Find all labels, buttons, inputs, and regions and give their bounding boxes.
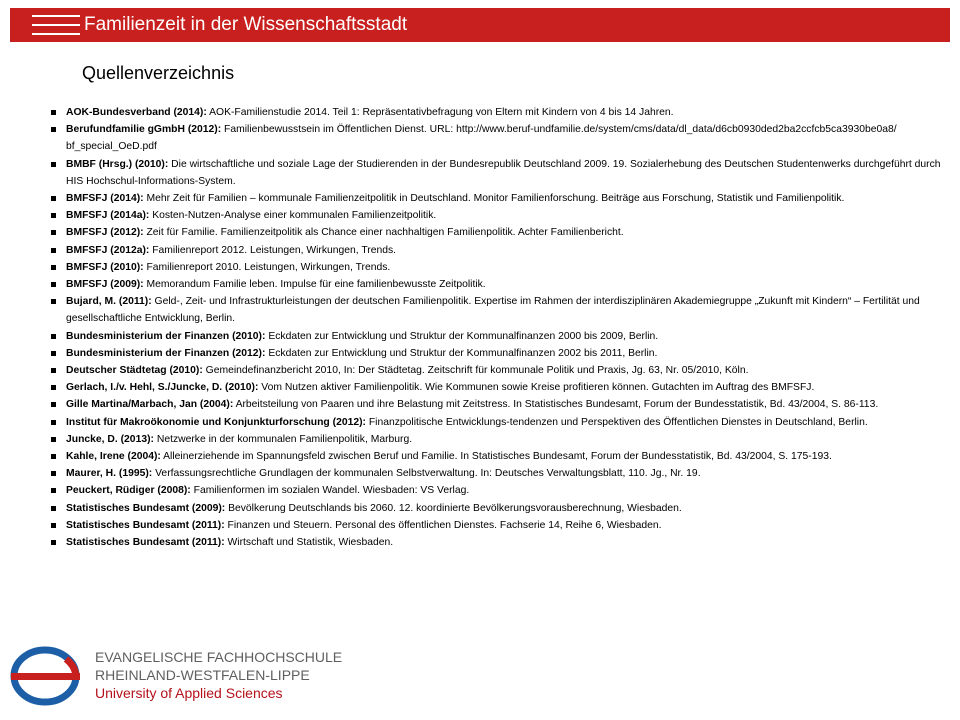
reference-text: Verfassungsrechtliche Grundlagen der kommunalen Selbstverwaltung. In: Deutsches Verwaltungsblatt, 110. Jg., Nr. 19.	[152, 468, 701, 480]
reference-text: Eckdaten zur Entwicklung und Struktur der Kommunalfinanzen 2002 bis 2011, Berlin.	[265, 347, 658, 359]
reference-item	[49, 500, 949, 517]
reference-item	[49, 190, 949, 207]
reference-author: Gille Martina/Marbach, Jan (2004):	[66, 399, 234, 411]
square-bullet-icon	[51, 299, 56, 304]
reference-item	[49, 517, 949, 534]
square-bullet-icon	[51, 385, 56, 390]
reference-author: BMFSFJ (2014):	[66, 193, 144, 205]
square-bullet-icon	[51, 110, 56, 115]
institution-line-1: EVANGELISCHE FACHHOCHSCHULE	[95, 649, 343, 665]
reference-author: Maurer, H. (1995):	[66, 468, 153, 480]
reference-list	[49, 104, 949, 551]
square-bullet-icon	[51, 368, 56, 373]
square-bullet-icon	[51, 471, 56, 476]
square-bullet-icon	[51, 248, 56, 253]
reference-item	[49, 534, 949, 551]
reference-item	[49, 207, 949, 224]
reference-item	[49, 345, 949, 362]
reference-text: AOK-Familienstudie 2014. Teil 1: Repräsentativbefragung von Eltern mit Kindern von 4 bis 14 Jahren.	[206, 107, 674, 118]
reference-item	[49, 276, 949, 293]
reference-author: BMFSFJ (2014a):	[66, 210, 150, 222]
reference-text: Mehr Zeit für Familien – kommunale Familienzeitpolitik in Deutschland. Monitor Familienforschung. Beiträge aus Forschung, Statistik und Familienpolitik.	[143, 193, 845, 205]
square-bullet-icon	[51, 127, 56, 132]
reference-text: Gemeindefinanzbericht 2010, In: Der Städtetag. Zeitschrift für kommunale Politik und Praxis, Jg. 63, Nr. 05/2010, Köln.	[202, 365, 749, 377]
reference-author: Bundesministerium der Finanzen (2012):	[66, 347, 266, 359]
square-bullet-icon	[51, 454, 56, 459]
reference-author: Statistisches Bundesamt (2009):	[66, 502, 226, 514]
reference-item	[49, 465, 949, 482]
title-bar	[10, 8, 950, 42]
institution-name	[95, 648, 342, 702]
reference-author: Institut für Makroökonomie und Konjunkturforschung (2012):	[66, 416, 366, 428]
square-bullet-icon	[51, 351, 56, 356]
reference-item	[49, 482, 949, 499]
reference-item	[49, 414, 949, 431]
reference-item	[49, 104, 949, 121]
reference-author: Bundesministerium der Finanzen (2010):	[66, 330, 266, 342]
efh-logo-icon	[8, 645, 83, 707]
reference-author: Bujard, M. (2011):	[66, 296, 152, 308]
reference-text: Finanzen und Steuern. Personal des öffentlichen Dienstes. Fachserie 14, Reihe 6, Wiesbaden.	[224, 519, 662, 531]
reference-item	[49, 379, 949, 396]
square-bullet-icon	[51, 420, 56, 425]
reference-author: Peuckert, Rüdiger (2008):	[66, 485, 191, 497]
reference-item	[49, 396, 949, 413]
reference-item	[49, 156, 949, 190]
square-bullet-icon	[51, 162, 56, 167]
reference-text: Bevölkerung Deutschlands bis 2060. 12. koordinierte Bevölkerungsvorausberechnung, Wiesbaden.	[225, 502, 682, 514]
reference-text: Memorandum Familie leben. Impulse für eine familienbewusste Zeitpolitik.	[143, 279, 486, 291]
reference-text: Familienreport 2010. Leistungen, Wirkungen, Trends.	[143, 261, 391, 273]
reference-author: BMFSFJ (2010):	[66, 261, 144, 273]
reference-text: Die wirtschaftliche und soziale Lage der Studierenden in der Bundesrepublik Deutschland 2009. 19. Sozialerhebung des Deutschen Studentenwerks durchgeführt durch HIS Hochschul-Informations-System.	[66, 158, 941, 187]
reference-author: AOK-Bundesverband (2014):	[66, 107, 207, 118]
square-bullet-icon	[51, 265, 56, 270]
square-bullet-icon	[51, 540, 56, 545]
reference-text: Kosten-Nutzen-Analyse einer kommunalen Familienzeitpolitik.	[149, 210, 437, 222]
reference-author: Deutscher Städtetag (2010):	[66, 365, 203, 377]
reference-item	[49, 224, 949, 241]
reference-author: BMFSFJ (2012):	[66, 227, 144, 239]
square-bullet-icon	[51, 523, 56, 528]
institution-line-2: RHEINLAND-WESTFALEN-LIPPE	[95, 667, 310, 683]
square-bullet-icon	[51, 230, 56, 235]
square-bullet-icon	[51, 437, 56, 442]
page-heading: Quellenverzeichnis	[82, 63, 235, 83]
reference-text: Familienreport 2012. Leistungen, Wirkungen, Trends.	[149, 244, 397, 256]
reference-author: Statistisches Bundesamt (2011):	[66, 519, 225, 531]
reference-item	[49, 431, 949, 448]
presentation-title: Familienzeit in der Wissenschaftsstadt	[84, 14, 408, 35]
square-bullet-icon	[51, 402, 56, 407]
reference-author: Statistisches Bundesamt (2011):	[66, 537, 225, 549]
reference-text: Familienbewusstsein im Öffentlichen Dienst. URL: http://www.beruf-undfamilie.de/system/cms/data/dl_data/d6cb0930ded2ba2ccfcb5ca3930be0a8/ bf_special_OeD.pdf	[66, 124, 897, 153]
reference-text: Zeit für Familie. Familienzeitpolitik als Chance einer nachhaltigen Familienpolitik. Achter Familienbericht.	[143, 227, 624, 239]
reference-text: Alleinerziehende im Spannungsfeld zwischen Beruf und Familie. In Statistisches Bundesamt, Forum der Bundesstatistik, Bd. 43/2004, S. 175-193.	[160, 451, 832, 463]
reference-item	[49, 121, 949, 155]
reference-text: Netzwerke in der kommunalen Familienpolitik, Marburg.	[153, 433, 413, 445]
reference-author: BMFSFJ (2012a):	[66, 244, 150, 256]
reference-item	[49, 242, 949, 259]
institution-tagline: University of Applied Sciences	[95, 685, 283, 701]
reference-author: Kahle, Irene (2004):	[66, 451, 161, 463]
square-bullet-icon	[51, 213, 56, 218]
square-bullet-icon	[51, 506, 56, 511]
reference-author: Gerlach, I./v. Hehl, S./Juncke, D. (2010):	[66, 382, 259, 394]
square-bullet-icon	[51, 282, 56, 287]
square-bullet-icon	[51, 196, 56, 201]
reference-item	[49, 362, 949, 379]
menu-icon[interactable]	[32, 15, 80, 37]
reference-text: Familienformen im sozialen Wandel. Wiesbaden: VS Verlag.	[190, 485, 470, 497]
reference-author: BMBF (Hrsg.) (2010):	[66, 158, 169, 170]
square-bullet-icon	[51, 334, 56, 339]
reference-author: Juncke, D. (2013):	[66, 433, 154, 445]
reference-text: Arbeitsteilung von Paaren und ihre Belastung mit Zeitstress. In Statistisches Bundesamt, Forum der Bundesstatistik, Bd. 43/2004, S. 86-113.	[233, 399, 879, 411]
reference-item	[49, 328, 949, 345]
reference-item	[49, 259, 949, 276]
reference-author: Berufundfamilie gGmbH (2012):	[66, 124, 222, 136]
reference-item	[49, 448, 949, 465]
reference-text: Eckdaten zur Entwicklung und Struktur der Kommunalfinanzen 2000 bis 2009, Berlin.	[265, 330, 659, 342]
square-bullet-icon	[51, 488, 56, 493]
reference-item	[49, 293, 949, 327]
reference-text: Geld-, Zeit- und Infrastrukturleistungen der deutschen Familienpolitik. Expertise im Rahmen der interdisziplinären Akademiegruppe „Zukunft mit Kindern“ – Fertilität und gesellschaftliche Entwicklung, Berlin.	[66, 296, 920, 325]
reference-text: Finanzpolitische Entwicklungs-tendenzen und Perspektiven des Öffentlichen Dienstes in Deutschland, Berlin.	[365, 416, 868, 428]
reference-text: Wirtschaft und Statistik, Wiesbaden.	[224, 537, 394, 549]
reference-text: Vom Nutzen aktiver Familienpolitik. Wie Kommunen sowie Kreise profitieren können. Gutachten im Auftrag des BMFSFJ.	[258, 382, 815, 394]
reference-author: BMFSFJ (2009):	[66, 279, 144, 291]
